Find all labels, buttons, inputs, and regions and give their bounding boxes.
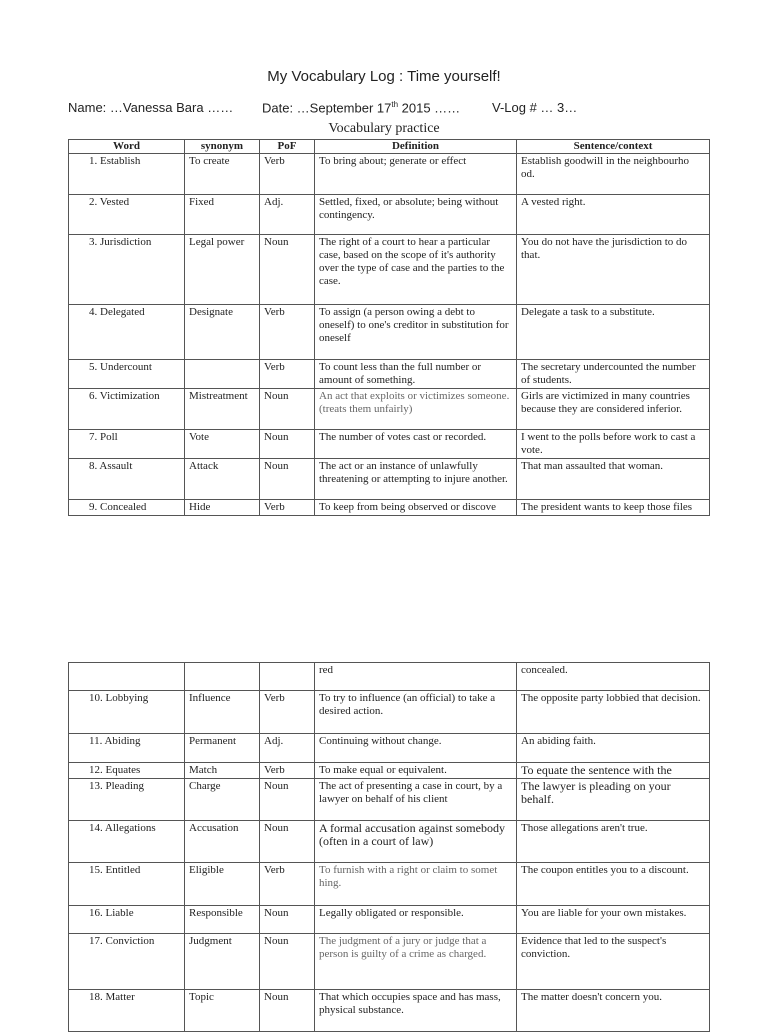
word-cell xyxy=(69,663,185,691)
synonym-cell: Topic xyxy=(185,990,260,1032)
vocabulary-table xyxy=(68,139,710,516)
sentence-cell: The secretary undercounted the number of students. xyxy=(517,360,710,389)
word-cell: 17. Conviction xyxy=(69,934,185,990)
pof-cell: Noun xyxy=(260,389,315,430)
sentence-cell: The president wants to keep those files xyxy=(517,500,710,516)
table-row xyxy=(69,305,710,360)
synonym-cell: Hide xyxy=(185,500,260,516)
word-cell: 3. Jurisdiction xyxy=(69,235,185,305)
word-cell: 12. Equates xyxy=(69,763,185,779)
sentence-cell: To equate the sentence with the xyxy=(517,763,710,779)
date-tail: 2015 …… xyxy=(398,100,461,116)
pof-cell: Verb xyxy=(260,863,315,906)
pof-cell: Verb xyxy=(260,154,315,195)
sentence-cell: I went to the polls before work to cast a vote. xyxy=(517,430,710,459)
date-suffix: th xyxy=(391,100,399,109)
table-row xyxy=(69,934,710,990)
definition-cell: The right of a court to hear a particular case, based on the scope of it's authority over the type of case and the parties to the case. xyxy=(315,235,517,305)
pof-cell: Adj. xyxy=(260,734,315,763)
sentence-cell: Delegate a task to a substitute. xyxy=(517,305,710,360)
word-cell: 4. Delegated xyxy=(69,305,185,360)
pof-cell: Noun xyxy=(260,430,315,459)
word-cell: 1. Establish xyxy=(69,154,185,195)
pof-cell: Verb xyxy=(260,305,315,360)
pof-cell xyxy=(260,663,315,691)
sentence-cell: The matter doesn't concern you. xyxy=(517,990,710,1032)
definition-cell: Settled, fixed, or absolute; being without contingency. xyxy=(315,195,517,235)
sentence-cell: Those allegations aren't true. xyxy=(517,821,710,863)
word-cell: 16. Liable xyxy=(69,906,185,934)
definition-cell: To bring about; generate or effect xyxy=(315,154,517,195)
pof-cell: Noun xyxy=(260,235,315,305)
page-title: My Vocabulary Log : Time yourself! xyxy=(267,68,501,85)
word-cell: 2. Vested xyxy=(69,195,185,235)
column-header-sentence: Sentence/context xyxy=(517,140,710,154)
synonym-cell: Legal power xyxy=(185,235,260,305)
sentence-cell: Girls are victimized in many countries because they are considered inferior. xyxy=(517,389,710,430)
synonym-cell: Designate xyxy=(185,305,260,360)
word-cell: 15. Entitled xyxy=(69,863,185,906)
definition-cell: The judgment of a jury or judge that a person is guilty of a crime as charged. xyxy=(315,934,517,990)
sentence-cell: An abiding faith. xyxy=(517,734,710,763)
synonym-cell: Responsible xyxy=(185,906,260,934)
column-header-definition: Definition xyxy=(315,140,517,154)
table-row xyxy=(69,663,710,691)
column-header-pof: PoF xyxy=(260,140,315,154)
table-row xyxy=(69,430,710,459)
definition-cell: Legally obligated or responsible. xyxy=(315,906,517,934)
name-field: Name: …Vanessa Bara …… xyxy=(68,100,234,115)
definition-cell: To assign (a person owing a debt to oneself) to one's creditor in substitution for oneself xyxy=(315,305,517,360)
table-row xyxy=(69,154,710,195)
sentence-cell: That man assaulted that woman. xyxy=(517,459,710,500)
word-cell: 8. Assault xyxy=(69,459,185,500)
word-cell: 14. Allegations xyxy=(69,821,185,863)
pof-cell: Verb xyxy=(260,360,315,389)
sentence-cell: The coupon entitles you to a discount. xyxy=(517,863,710,906)
word-cell: 18. Matter xyxy=(69,990,185,1032)
definition-cell: To make equal or equivalent. xyxy=(315,763,517,779)
table-row xyxy=(69,235,710,305)
table-row xyxy=(69,779,710,821)
table-row xyxy=(69,821,710,863)
table-row xyxy=(69,691,710,734)
definition-cell: The number of votes cast or recorded. xyxy=(315,430,517,459)
vocabulary-table-continued xyxy=(68,662,710,1032)
table-row xyxy=(69,500,710,516)
synonym-cell: Eligible xyxy=(185,863,260,906)
sentence-cell: Evidence that led to the suspect's conviction. xyxy=(517,934,710,990)
synonym-cell: Accusation xyxy=(185,821,260,863)
definition-cell: That which occupies space and has mass, physical substance. xyxy=(315,990,517,1032)
pof-cell: Noun xyxy=(260,459,315,500)
definition-cell: To furnish with a right or claim to somet hing. xyxy=(315,863,517,906)
pof-cell: Verb xyxy=(260,763,315,779)
pof-cell: Adj. xyxy=(260,195,315,235)
table-row xyxy=(69,195,710,235)
definition-cell: red xyxy=(315,663,517,691)
definition-cell: An act that exploits or victimizes someone. (treats them unfairly) xyxy=(315,389,517,430)
synonym-cell: Permanent xyxy=(185,734,260,763)
date-field xyxy=(262,100,460,115)
definition-cell: To count less than the full number or amount of something. xyxy=(315,360,517,389)
word-cell: 5. Undercount xyxy=(69,360,185,389)
sentence-cell: Establish goodwill in the neighbourho od. xyxy=(517,154,710,195)
table-subtitle: Vocabulary practice xyxy=(328,121,440,136)
table-row xyxy=(69,389,710,430)
word-cell: 10. Lobbying xyxy=(69,691,185,734)
definition-cell: The act of presenting a case in court, by a lawyer on behalf of his client xyxy=(315,779,517,821)
pof-cell: Noun xyxy=(260,779,315,821)
sentence-cell: You are liable for your own mistakes. xyxy=(517,906,710,934)
pof-cell: Verb xyxy=(260,691,315,734)
synonym-cell: Fixed xyxy=(185,195,260,235)
synonym-cell: Influence xyxy=(185,691,260,734)
sentence-cell: concealed. xyxy=(517,663,710,691)
pof-cell: Noun xyxy=(260,934,315,990)
sentence-cell: A vested right. xyxy=(517,195,710,235)
synonym-cell: Mistreatment xyxy=(185,389,260,430)
synonym-cell: Attack xyxy=(185,459,260,500)
pof-cell: Noun xyxy=(260,906,315,934)
definition-cell: Continuing without change. xyxy=(315,734,517,763)
table-row xyxy=(69,763,710,779)
word-cell: 7. Poll xyxy=(69,430,185,459)
word-cell: 9. Concealed xyxy=(69,500,185,516)
synonym-cell: Charge xyxy=(185,779,260,821)
table-row xyxy=(69,734,710,763)
pof-cell: Verb xyxy=(260,500,315,516)
table-row xyxy=(69,990,710,1032)
sentence-cell: The opposite party lobbied that decision. xyxy=(517,691,710,734)
synonym-cell: To create xyxy=(185,154,260,195)
word-cell: 13. Pleading xyxy=(69,779,185,821)
table-row xyxy=(69,863,710,906)
table-header-row xyxy=(69,140,710,154)
synonym-cell xyxy=(185,663,260,691)
column-header-synonym: synonym xyxy=(185,140,260,154)
pof-cell: Noun xyxy=(260,990,315,1032)
word-cell: 6. Victimization xyxy=(69,389,185,430)
definition-cell: A formal accusation against somebody (often in a court of law) xyxy=(315,821,517,863)
synonym-cell: Match xyxy=(185,763,260,779)
sentence-cell: You do not have the jurisdiction to do that. xyxy=(517,235,710,305)
synonym-cell xyxy=(185,360,260,389)
vlog-number: V-Log # … 3… xyxy=(492,100,578,115)
definition-cell: To keep from being observed or discove xyxy=(315,500,517,516)
word-cell: 11. Abiding xyxy=(69,734,185,763)
table-row xyxy=(69,360,710,389)
pof-cell: Noun xyxy=(260,821,315,863)
column-header-word: Word xyxy=(69,140,185,154)
sentence-cell: The lawyer is pleading on your behalf. xyxy=(517,779,710,821)
synonym-cell: Judgment xyxy=(185,934,260,990)
definition-cell: The act or an instance of unlawfully threatening or attempting to injure another. xyxy=(315,459,517,500)
definition-cell: To try to influence (an official) to take a desired action. xyxy=(315,691,517,734)
table-row xyxy=(69,459,710,500)
synonym-cell: Vote xyxy=(185,430,260,459)
table-row xyxy=(69,906,710,934)
date-text: Date: …September 17 xyxy=(262,100,392,116)
